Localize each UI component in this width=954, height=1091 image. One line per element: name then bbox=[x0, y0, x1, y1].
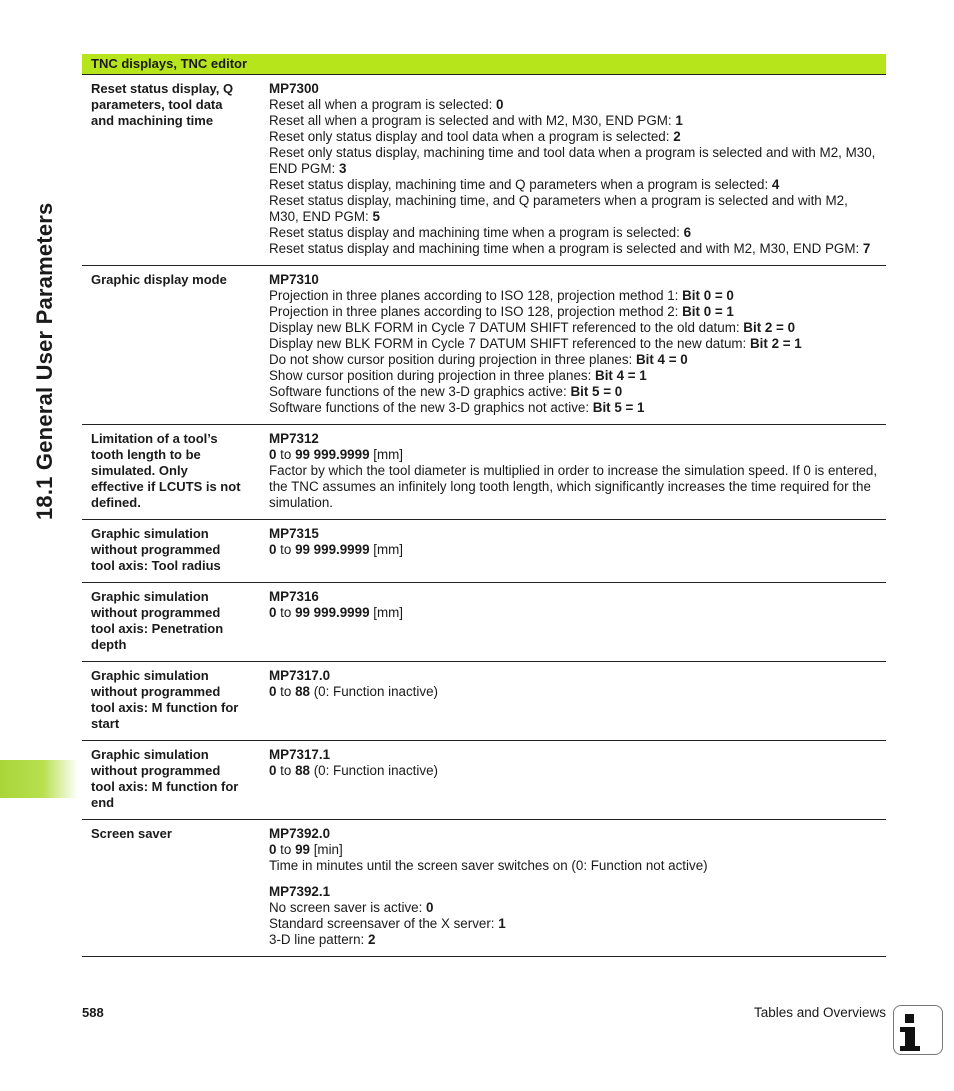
section-name: Tables and Overviews bbox=[753, 1005, 886, 1020]
row-content bbox=[269, 526, 886, 574]
row-content bbox=[269, 272, 886, 416]
machine-parameter-id: MP7300 bbox=[269, 81, 319, 96]
option-line: 3-D line pattern: 2 bbox=[269, 932, 376, 947]
option-line: Projection in three planes according to ISO 128, projection method 2: Bit 0 = 1 bbox=[269, 304, 734, 319]
machine-parameter-id: MP7310 bbox=[269, 272, 319, 287]
row-content bbox=[269, 747, 886, 811]
row-content bbox=[269, 589, 886, 653]
row-label: Graphic display mode bbox=[91, 272, 227, 287]
option-line: No screen saver is active: 0 bbox=[269, 900, 434, 915]
option-line: Reset only status display and tool data when a program is selected: 2 bbox=[269, 129, 681, 144]
option-line: Software functions of the new 3-D graphics active: Bit 5 = 0 bbox=[269, 384, 623, 399]
value-range: 0 to 99 999.9999 [mm] bbox=[269, 605, 404, 620]
machine-parameter-id: MP7317.0 bbox=[269, 668, 331, 683]
table-header bbox=[82, 54, 886, 75]
table-row bbox=[82, 75, 886, 266]
value-range: 0 to 99 999.9999 [mm] bbox=[269, 447, 404, 462]
option-line: Show cursor position during projection in three planes: Bit 4 = 1 bbox=[269, 368, 647, 383]
row-content bbox=[269, 431, 886, 511]
info-icon bbox=[893, 1005, 943, 1055]
option-line: Reset status display and machining time when a program is selected and with M2, M30, END PGM: 7 bbox=[269, 241, 871, 256]
row-content bbox=[269, 826, 886, 948]
chapter-tab-marker bbox=[0, 760, 78, 798]
machine-parameter-id: MP7392.1 bbox=[269, 884, 331, 899]
row-label: Graphic simulation without programmed tool axis: Tool radius bbox=[91, 526, 221, 573]
option-line: Reset status display and machining time when a program is selected: 6 bbox=[269, 225, 692, 240]
row-label: Graphic simulation without programmed tool axis: Penetration depth bbox=[91, 589, 224, 652]
table-row bbox=[82, 266, 886, 425]
value-range: 0 to 99 [min] bbox=[269, 842, 343, 857]
option-line: Do not show cursor position during projection in three planes: Bit 4 = 0 bbox=[269, 352, 688, 367]
machine-parameter-id: MP7312 bbox=[269, 431, 319, 446]
option-line: Display new BLK FORM in Cycle 7 DATUM SHIFT referenced to the new datum: Bit 2 = 1 bbox=[269, 336, 802, 351]
option-line: Standard screensaver of the X server: 1 bbox=[269, 916, 506, 931]
parameter-note: Factor by which the tool diameter is multiplied in order to increase the simulation speed. If 0 is entered, the TNC assumes an infinitely long tooth length, which significantly increases the time required for the simulation. bbox=[269, 463, 878, 510]
parameter-table bbox=[82, 75, 886, 957]
machine-parameter-id: MP7317.1 bbox=[269, 747, 331, 762]
value-range: 0 to 99 999.9999 [mm] bbox=[269, 542, 404, 557]
machine-parameter-id: MP7315 bbox=[269, 526, 319, 541]
table-row bbox=[82, 741, 886, 820]
option-line: Reset status display, machining time, and Q parameters when a program is selected and with M2, M30, END PGM: 5 bbox=[269, 193, 848, 224]
option-line: Display new BLK FORM in Cycle 7 DATUM SHIFT referenced to the old datum: Bit 2 = 0 bbox=[269, 320, 796, 335]
machine-parameter-id: MP7392.0 bbox=[269, 826, 331, 841]
option-line: Software functions of the new 3-D graphics not active: Bit 5 = 1 bbox=[269, 400, 645, 415]
table-header-title: TNC displays, TNC editor bbox=[91, 56, 248, 71]
option-line: Projection in three planes according to ISO 128, projection method 1: Bit 0 = 0 bbox=[269, 288, 734, 303]
value-range: 0 to 88 (0: Function inactive) bbox=[269, 763, 438, 778]
row-content bbox=[269, 668, 886, 732]
row-label: Graphic simulation without programmed tool axis: M function for start bbox=[91, 668, 239, 731]
row-label: Reset status display, Q parameters, tool data and machining time bbox=[91, 81, 234, 128]
machine-parameter-id: MP7316 bbox=[269, 589, 319, 604]
page-number: 588 bbox=[82, 1005, 104, 1020]
chapter-title-text: 18.1 General User Parameters bbox=[32, 202, 57, 520]
option-line: Reset status display, machining time and Q parameters when a program is selected: 4 bbox=[269, 177, 780, 192]
row-label: Graphic simulation without programmed tool axis: M function for end bbox=[91, 747, 239, 810]
chapter-side-title bbox=[30, 50, 60, 520]
row-label: Screen saver bbox=[91, 826, 172, 841]
table-row bbox=[82, 520, 886, 583]
table-row bbox=[82, 820, 886, 957]
option-line: Reset only status display, machining time and tool data when a program is selected and with M2, M30, END PGM: 3 bbox=[269, 145, 876, 176]
option-line: Reset all when a program is selected: 0 bbox=[269, 97, 504, 112]
option-line: Reset all when a program is selected and with M2, M30, END PGM: 1 bbox=[269, 113, 683, 128]
table-row bbox=[82, 425, 886, 520]
row-content bbox=[269, 81, 886, 257]
row-label: Limitation of a tool’s tooth length to be simulated. Only effective if LCUTS is not defined. bbox=[91, 431, 241, 510]
parameter-note: Time in minutes until the screen saver switches on (0: Function not active) bbox=[269, 858, 708, 873]
value-range: 0 to 88 (0: Function inactive) bbox=[269, 684, 438, 699]
table-row bbox=[82, 583, 886, 662]
table-row bbox=[82, 662, 886, 741]
